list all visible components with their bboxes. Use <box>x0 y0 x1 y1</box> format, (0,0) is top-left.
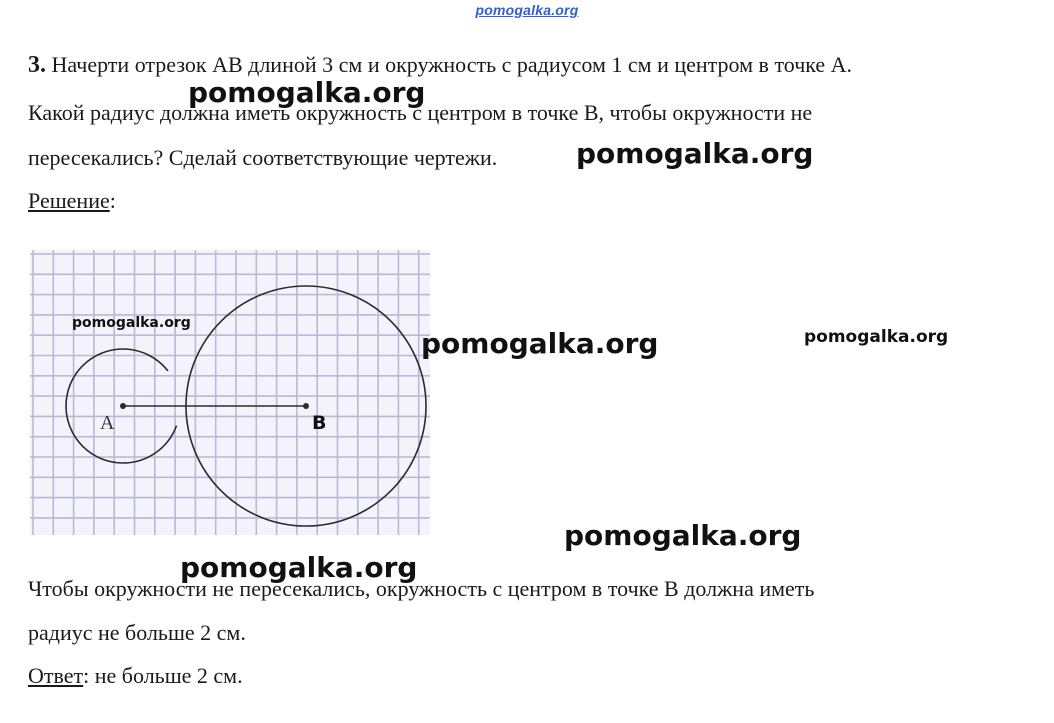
point-b-label: B <box>312 412 327 434</box>
task-line-3: пересекались? Сделай соответствующие чертежи. <box>28 145 498 170</box>
explanation-line-1: Чтобы окружности не пересекались, окружность с центром в точке В должна иметь <box>28 576 815 601</box>
task-text-1: Начерти отрезок АВ длиной 3 см и окружность с радиусом 1 см и центром в точке А. <box>51 52 853 77</box>
watermark-7: pomogalka.org <box>180 551 418 584</box>
watermark-5: pomogalka.org <box>804 327 949 347</box>
watermark-3: pomogalka.org <box>72 315 191 331</box>
watermark-4: pomogalka.org <box>421 327 659 360</box>
point-b <box>303 403 309 409</box>
answer-label: Ответ <box>28 663 84 688</box>
grid-background <box>30 250 430 535</box>
point-a <box>120 403 126 409</box>
site-watermark-top[interactable]: pomogalka.org <box>475 2 579 18</box>
point-a-label: А <box>100 412 115 434</box>
geometry-figure <box>30 250 435 535</box>
answer-text: : не больше 2 см. <box>83 663 243 688</box>
task-line-1 <box>28 52 852 79</box>
task-number: 3. <box>28 52 46 78</box>
task-line-2: Какой радиус должна иметь окружность с центром в точке В, чтобы окружности не <box>28 100 813 125</box>
watermark-1: pomogalka.org <box>188 76 426 109</box>
watermark-2: pomogalka.org <box>576 137 814 170</box>
solution-colon: : <box>109 188 116 213</box>
solution-heading <box>28 188 116 214</box>
explanation-line-2: радиус не больше 2 см. <box>28 620 246 645</box>
watermark-6: pomogalka.org <box>564 519 802 552</box>
solution-label: Решение <box>28 188 110 213</box>
answer-line <box>28 663 243 689</box>
